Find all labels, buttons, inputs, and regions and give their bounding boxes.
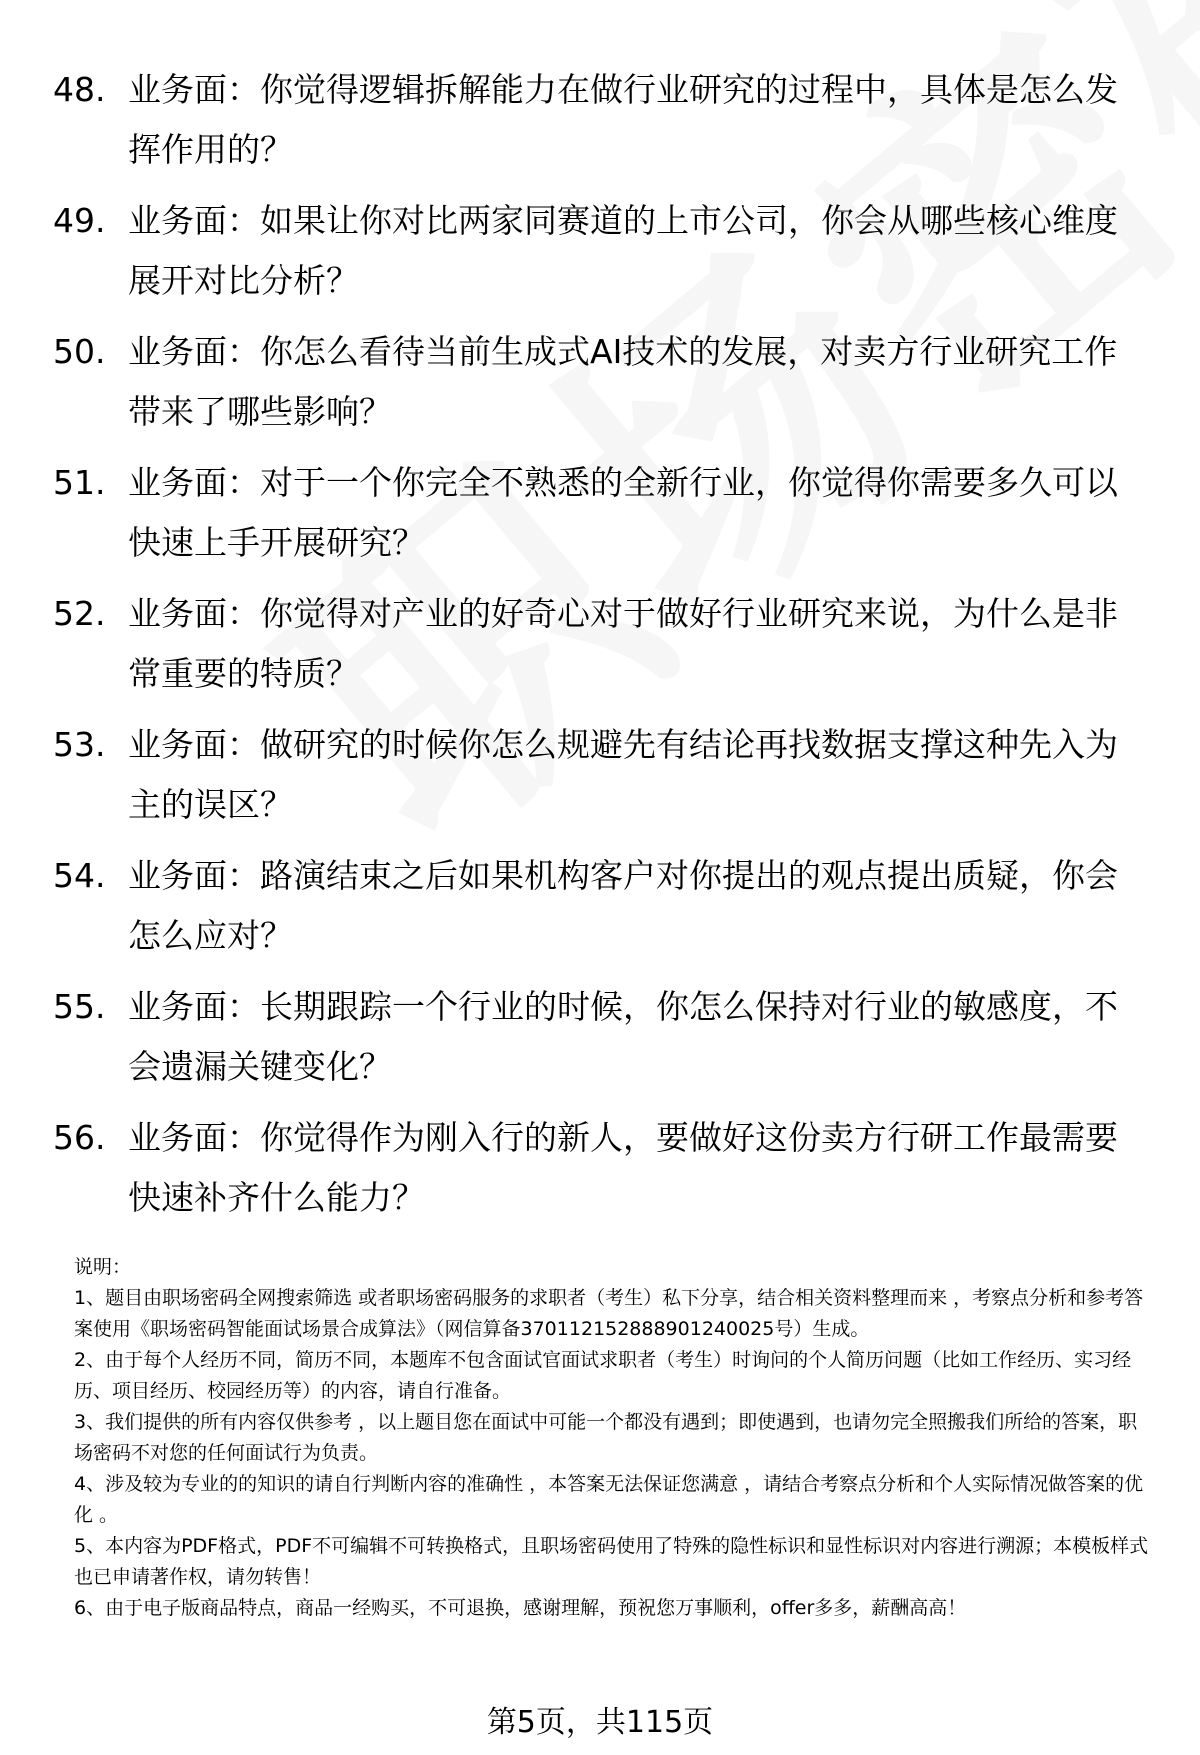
question-text: 业务面：你觉得逻辑拆解能力在做行业研究的过程中，具体是怎么发挥作用的？ [128,70,1118,169]
note-item: 2、由于每个人经历不同，简历不同，本题库不包含面试官面试求职者（考生）时询问的个人简历问题（比如工作经历、实习经历、项目经历、校园经历等）的内容，请自行准备。 [74,1349,1132,1402]
question-text: 业务面：做研究的时候你怎么规避先有结论再找数据支撑这种先入为主的误区？ [128,725,1118,824]
question-text: 业务面：路演结束之后如果机构客户对你提出的观点提出质疑，你会怎么应对？ [128,856,1118,955]
question-text: 业务面：你觉得作为刚入行的新人，要做好这份卖方行研工作最需要快速补齐什么能力？ [128,1118,1118,1217]
question-number: 56. [53,1118,106,1157]
notes-title: 说明： [74,1256,132,1278]
question-item [53,453,1143,573]
question-number: 50. [53,332,106,371]
note-item: 1、题目由职场密码全网搜索筛选 或者职场密码服务的求职者（考生）私下分享，结合相关资料整理而来 ，考察点分析和参考答案使用《职场密码智能面试场景合成算法》（网信算备370112152888901240025号）生成。 [74,1287,1144,1340]
question-number: 49. [53,201,106,240]
question-item [53,584,1143,704]
question-number: 53. [53,725,106,764]
question-item [53,322,1143,442]
note-item: 5、本内容为PDF格式，PDF不可编辑不可转换格式，且职场密码使用了特殊的隐性标识和显性标识对内容进行溯源；本模板样式也已申请著作权，请勿转售！ [74,1535,1149,1588]
question-item [53,715,1143,835]
question-text: 业务面：如果让你对比两家同赛道的上市公司，你会从哪些核心维度展开对比分析？ [128,201,1118,300]
question-number: 48. [53,70,106,109]
question-item [53,1108,1143,1228]
question-item [53,191,1143,311]
question-text: 业务面：对于一个你完全不熟悉的全新行业，你觉得你需要多久可以快速上手开展研究？ [128,463,1118,562]
note-item: 6、由于电子版商品特点，商品一经购买，不可退换，感谢理解，预祝您万事顺利，offer多多，薪酬高高！ [74,1597,967,1619]
question-item [53,846,1143,966]
question-number: 51. [53,463,106,502]
question-list [53,60,1143,1239]
question-item [53,977,1143,1097]
page-number: 第5页，共115页 [486,1705,714,1740]
question-number: 54. [53,856,106,895]
question-text: 业务面：长期跟踪一个行业的时候，你怎么保持对行业的敏感度，不会遗漏关键变化？ [128,987,1118,1086]
note-item: 4、涉及较为专业的的知识的请自行判断内容的准确性 ，本答案无法保证您满意 ，请结合考察点分析和个人实际情况做答案的优化 。 [74,1473,1144,1526]
question-item [53,60,1143,180]
question-text: 业务面：你觉得对产业的好奇心对于做好行业研究来说，为什么是非常重要的特质？ [128,594,1118,693]
question-text: 业务面：你怎么看待当前生成式AI技术的发展，对卖方行业研究工作带来了哪些影响？ [128,332,1118,431]
question-number: 52. [53,594,106,633]
note-item: 3、我们提供的所有内容仅供参考 ，以上题目您在面试中可能一个都没有遇到；即使遇到，也请勿完全照搬我们所给的答案，职场密码不对您的任何面试行为负责。 [74,1411,1138,1464]
notes-section [74,1252,1154,1624]
page-footer [0,1703,1200,1743]
question-number: 55. [53,987,106,1026]
